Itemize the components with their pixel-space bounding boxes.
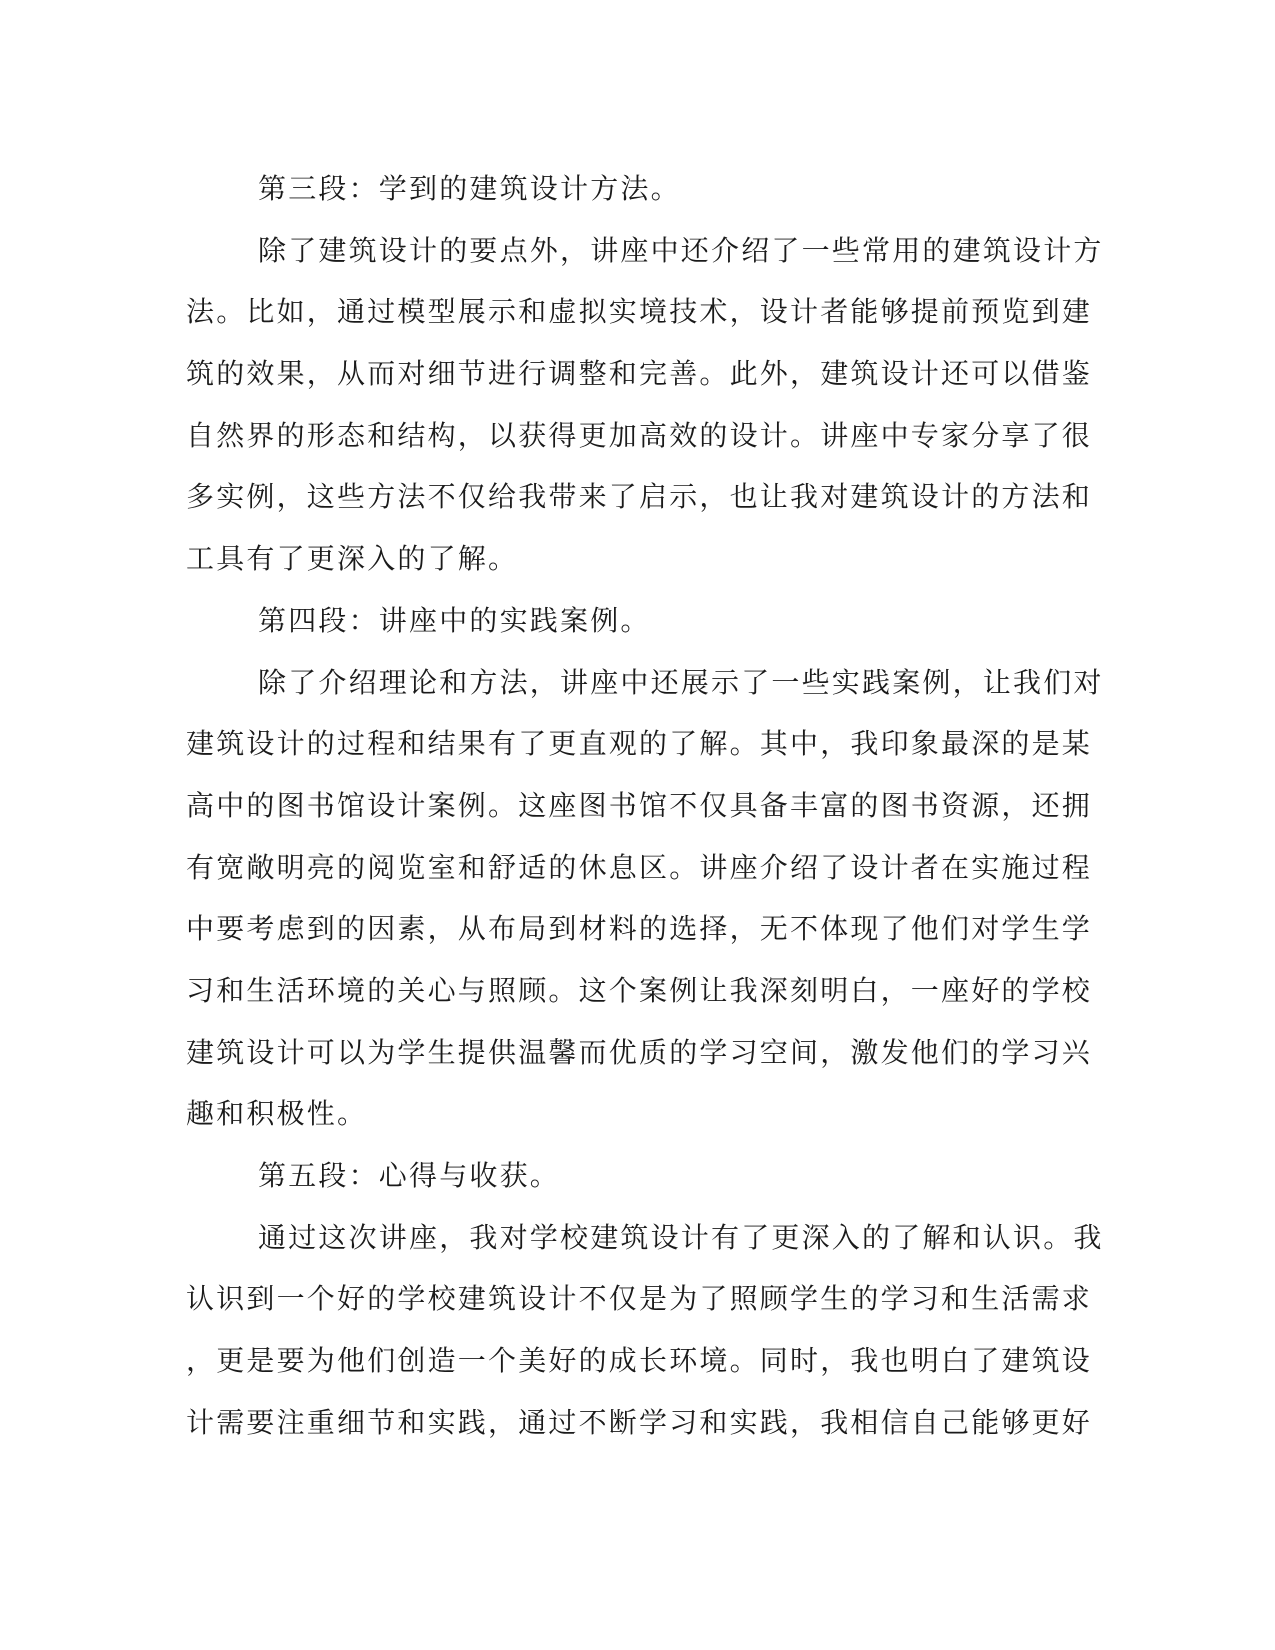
paragraph-line: 筑的效果，从而对细节进行调整和完善。此外，建筑设计还可以借鉴	[186, 357, 1093, 391]
document-body	[186, 158, 1104, 1453]
paragraph-line: 高中的图书馆设计案例。这座图书馆不仅具备丰富的图书资源，还拥	[186, 788, 1093, 822]
paragraph-line: 自然界的形态和结构，以获得更加高效的设计。讲座中专家分享了很	[186, 418, 1093, 452]
paragraph-line: 除了建筑设计的要点外，讲座中还介绍了一些常用的建筑设计方	[258, 233, 1104, 267]
section-heading-4: 第四段：讲座中的实践案例。	[258, 603, 651, 637]
paragraph-line: 工具有了更深入的了解。	[186, 542, 519, 576]
paragraph-line: ，更是要为他们创造一个美好的成长环境。同时，我也明白了建筑设	[186, 1344, 1093, 1378]
paragraph-line: 中要考虑到的因素，从布局到材料的选择，无不体现了他们对学生学	[186, 912, 1093, 946]
paragraph-line: 建筑设计可以为学生提供温馨而优质的学习空间，激发他们的学习兴	[186, 1035, 1093, 1069]
paragraph-line: 法。比如，通过模型展示和虚拟实境技术，设计者能够提前预览到建	[186, 295, 1093, 329]
paragraph-line: 多实例，这些方法不仅给我带来了启示，也让我对建筑设计的方法和	[186, 480, 1093, 514]
section-heading-5: 第五段：心得与收获。	[258, 1159, 561, 1192]
paragraph-line: 除了介绍理论和方法，讲座中还展示了一些实践案例，让我们对	[258, 665, 1104, 699]
paragraph-line: 建筑设计的过程和结果有了更直观的了解。其中，我印象最深的是某	[186, 727, 1093, 761]
paragraph-line: 认识到一个好的学校建筑设计不仅是为了照顾学生的学习和生活需求	[186, 1282, 1093, 1316]
paragraph-line: 通过这次讲座，我对学校建筑设计有了更深入的了解和认识。我	[258, 1220, 1104, 1254]
paragraph-line: 有宽敞明亮的阅览室和舒适的休息区。讲座介绍了设计者在实施过程	[186, 850, 1093, 884]
paragraph-line: 趣和积极性。	[186, 1097, 368, 1131]
paragraph-line: 计需要注重细节和实践，通过不断学习和实践，我相信自己能够更好	[186, 1405, 1093, 1439]
paragraph-line: 习和生活环境的关心与照顾。这个案例让我深刻明白，一座好的学校	[186, 973, 1093, 1007]
section-heading-3: 第三段：学到的建筑设计方法。	[258, 172, 681, 205]
